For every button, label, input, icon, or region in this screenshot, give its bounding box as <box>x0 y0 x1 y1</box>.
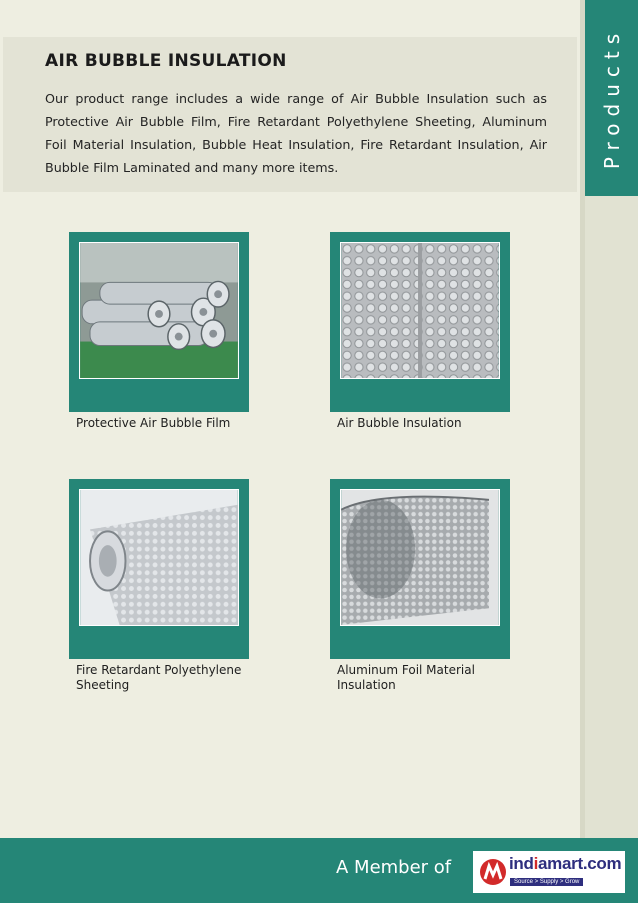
indiamart-logo-wordmark: indiamart.com <box>509 854 622 873</box>
product-image-frame <box>69 232 249 412</box>
product-card[interactable] <box>69 232 249 431</box>
product-image-air-bubble-insulation[interactable] <box>340 242 500 379</box>
product-image-frame <box>330 232 510 412</box>
product-caption: Aluminum Foil Material Insulation <box>337 663 475 692</box>
footer-bar <box>0 838 638 903</box>
product-caption: Fire Retardant Polyethylene Sheeting <box>76 663 242 692</box>
product-image-fire-retardant-sheeting[interactable] <box>79 489 239 626</box>
section-title: AIR BUBBLE INSULATION <box>45 51 287 71</box>
product-image-aluminum-foil-insulation[interactable] <box>340 489 500 626</box>
product-caption: Protective Air Bubble Film <box>76 416 231 430</box>
products-side-tab <box>585 0 638 196</box>
product-image-frame <box>69 479 249 659</box>
product-image-protective-bubble-film[interactable] <box>79 242 239 379</box>
product-image-frame <box>330 479 510 659</box>
intro-panel <box>3 37 577 192</box>
indiamart-logo-tagline: Source > Supply > Grow <box>510 878 583 886</box>
products-side-label: Products <box>599 26 624 170</box>
product-caption: Air Bubble Insulation <box>337 416 462 430</box>
indiamart-logo[interactable] <box>473 851 625 893</box>
product-card[interactable] <box>330 232 510 431</box>
member-text: A Member of <box>336 857 452 878</box>
product-card[interactable] <box>330 479 510 693</box>
product-card[interactable] <box>69 479 249 693</box>
indiamart-logo-mark-icon <box>479 857 507 887</box>
section-description: Our product range includes a wide range of Air Bubble Insulation such as Protective Air Bubble Film, Fire Retardant Polyethylene Sheeting, Aluminum Foil Material Insulation, Bubble Heat Insulation, Fire Retardant Insulation, Air Bubble Film Laminated and many more items. <box>45 91 547 175</box>
